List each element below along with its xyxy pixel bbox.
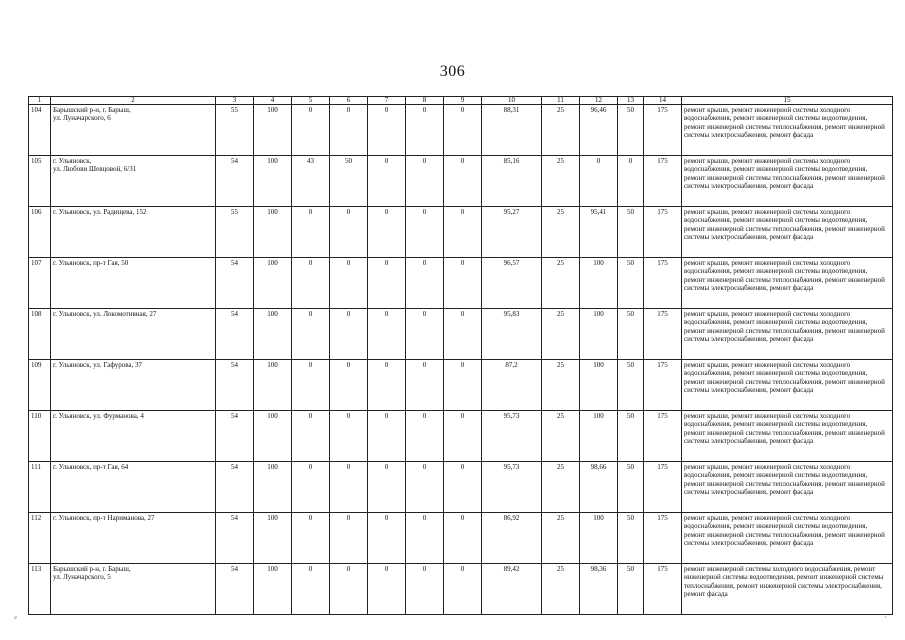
value-cell: 0 <box>406 156 444 207</box>
column-header: 3 <box>216 97 254 105</box>
value-cell: 0 <box>330 564 368 615</box>
value-cell: 175 <box>644 411 682 462</box>
table-row <box>29 462 893 513</box>
value-cell: 55 <box>216 207 254 258</box>
value-cell: 54 <box>216 360 254 411</box>
value-cell: 0 <box>368 360 406 411</box>
value-cell: 25 <box>542 156 580 207</box>
work-types-cell: ремонт крыши, ремонт инженерной системы холодного водоснабжения, ремонт инженерной системы водоотведения, ремонт инженерной системы теплоснабжения, ремонт инженерной системы электроснабжения, ремонт фасада <box>682 258 893 309</box>
value-cell: 0 <box>618 156 644 207</box>
value-cell: 100 <box>580 411 618 462</box>
work-types-cell: ремонт инженерной системы холодного водоснабжения, ремонт инженерной системы водоотведения, ремонт инженерной системы теплоснабжения, ремонт инженерной системы электроснабжения, ремонт фасада <box>682 564 893 615</box>
header-row <box>29 97 893 105</box>
scan-mark-left: ⸗ <box>14 612 17 622</box>
table-row <box>29 564 893 615</box>
value-cell: 0 <box>330 105 368 156</box>
value-cell: 55 <box>216 105 254 156</box>
value-cell: 0 <box>406 513 444 564</box>
value-cell: 0 <box>444 513 482 564</box>
value-cell: 95,27 <box>482 207 542 258</box>
repair-program-table <box>28 96 893 615</box>
value-cell: 100 <box>254 309 292 360</box>
value-cell: 175 <box>644 564 682 615</box>
work-types-cell: ремонт крыши, ремонт инженерной системы холодного водоснабжения, ремонт инженерной системы водоотведения, ремонт инженерной системы теплоснабжения, ремонт инженерной системы электроснабжения, ремонт фасада <box>682 462 893 513</box>
row-number-cell: 108 <box>29 309 51 360</box>
value-cell: 43 <box>292 156 330 207</box>
value-cell: 54 <box>216 513 254 564</box>
value-cell: 96,57 <box>482 258 542 309</box>
value-cell: 0 <box>406 258 444 309</box>
column-header: 10 <box>482 97 542 105</box>
value-cell: 54 <box>216 564 254 615</box>
value-cell: 100 <box>580 513 618 564</box>
row-number-cell: 109 <box>29 360 51 411</box>
value-cell: 0 <box>444 309 482 360</box>
value-cell: 98,36 <box>580 564 618 615</box>
value-cell: 0 <box>368 207 406 258</box>
value-cell: 95,73 <box>482 462 542 513</box>
column-header: 12 <box>580 97 618 105</box>
table-row <box>29 258 893 309</box>
value-cell: 95,41 <box>580 207 618 258</box>
value-cell: 85,16 <box>482 156 542 207</box>
column-header: 1 <box>29 97 51 105</box>
work-types-cell: ремонт крыши, ремонт инженерной системы холодного водоснабжения, ремонт инженерной системы водоотведения, ремонт инженерной системы теплоснабжения, ремонт инженерной системы электроснабжения, ремонт фасада <box>682 156 893 207</box>
value-cell: 25 <box>542 513 580 564</box>
value-cell: 50 <box>618 513 644 564</box>
column-header: 7 <box>368 97 406 105</box>
value-cell: 175 <box>644 360 682 411</box>
value-cell: 0 <box>406 207 444 258</box>
value-cell: 50 <box>618 105 644 156</box>
address-cell: Барышский р-н, г. Барыш, ул. Луначарского, 6 <box>51 105 216 156</box>
value-cell: 87,2 <box>482 360 542 411</box>
work-types-cell: ремонт крыши, ремонт инженерной системы холодного водоснабжения, ремонт инженерной системы водоотведения, ремонт инженерной системы теплоснабжения, ремонт инженерной системы электроснабжения, ремонт фасада <box>682 105 893 156</box>
value-cell: 0 <box>368 462 406 513</box>
value-cell: 88,31 <box>482 105 542 156</box>
row-number-cell: 113 <box>29 564 51 615</box>
value-cell: 0 <box>444 462 482 513</box>
value-cell: 0 <box>368 258 406 309</box>
value-cell: 0 <box>406 360 444 411</box>
value-cell: 0 <box>330 411 368 462</box>
value-cell: 100 <box>254 105 292 156</box>
table-row <box>29 309 893 360</box>
column-header: 4 <box>254 97 292 105</box>
scan-mark-right: · <box>884 612 887 622</box>
value-cell: 54 <box>216 258 254 309</box>
value-cell: 100 <box>254 513 292 564</box>
value-cell: 50 <box>618 207 644 258</box>
value-cell: 175 <box>644 309 682 360</box>
value-cell: 0 <box>406 462 444 513</box>
value-cell: 0 <box>292 411 330 462</box>
value-cell: 0 <box>444 258 482 309</box>
row-number-cell: 106 <box>29 207 51 258</box>
value-cell: 0 <box>292 309 330 360</box>
column-header: 6 <box>330 97 368 105</box>
value-cell: 100 <box>254 156 292 207</box>
value-cell: 25 <box>542 462 580 513</box>
column-header: 13 <box>618 97 644 105</box>
column-header: 8 <box>406 97 444 105</box>
row-number-cell: 111 <box>29 462 51 513</box>
value-cell: 100 <box>580 309 618 360</box>
value-cell: 100 <box>254 207 292 258</box>
table-row <box>29 513 893 564</box>
value-cell: 0 <box>368 411 406 462</box>
value-cell: 25 <box>542 360 580 411</box>
value-cell: 0 <box>292 462 330 513</box>
value-cell: 25 <box>542 411 580 462</box>
address-cell: г. Ульяновск, ул. Фурманова, 4 <box>51 411 216 462</box>
value-cell: 100 <box>580 360 618 411</box>
address-cell: г. Ульяновск, ул. Радищева, 152 <box>51 207 216 258</box>
row-number-cell: 104 <box>29 105 51 156</box>
table-row <box>29 156 893 207</box>
table-row <box>29 105 893 156</box>
value-cell: 100 <box>254 564 292 615</box>
value-cell: 0 <box>330 258 368 309</box>
value-cell: 25 <box>542 309 580 360</box>
address-cell: г. Ульяновск, ул. Локомотивная, 27 <box>51 309 216 360</box>
value-cell: 54 <box>216 462 254 513</box>
value-cell: 0 <box>292 207 330 258</box>
value-cell: 54 <box>216 411 254 462</box>
row-number-cell: 105 <box>29 156 51 207</box>
value-cell: 0 <box>292 360 330 411</box>
value-cell: 175 <box>644 156 682 207</box>
value-cell: 0 <box>330 309 368 360</box>
value-cell: 0 <box>330 360 368 411</box>
value-cell: 89,42 <box>482 564 542 615</box>
value-cell: 50 <box>618 258 644 309</box>
value-cell: 25 <box>542 564 580 615</box>
work-types-cell: ремонт крыши, ремонт инженерной системы холодного водоснабжения, ремонт инженерной системы водоотведения, ремонт инженерной системы теплоснабжения, ремонт инженерной системы электроснабжения, ремонт фасада <box>682 513 893 564</box>
value-cell: 0 <box>580 156 618 207</box>
value-cell: 175 <box>644 258 682 309</box>
value-cell: 0 <box>406 411 444 462</box>
value-cell: 0 <box>444 105 482 156</box>
work-types-cell: ремонт крыши, ремонт инженерной системы холодного водоснабжения, ремонт инженерной системы водоотведения, ремонт инженерной системы теплоснабжения, ремонт инженерной системы электроснабжения, ремонт фасада <box>682 360 893 411</box>
value-cell: 0 <box>330 513 368 564</box>
row-number-cell: 110 <box>29 411 51 462</box>
work-types-cell: ремонт крыши, ремонт инженерной системы холодного водоснабжения, ремонт инженерной системы водоотведения, ремонт инженерной системы теплоснабжения, ремонт инженерной системы электроснабжения, ремонт фасада <box>682 411 893 462</box>
row-number-cell: 112 <box>29 513 51 564</box>
address-cell: г. Ульяновск, пр-т Гая, 50 <box>51 258 216 309</box>
value-cell: 95,73 <box>482 411 542 462</box>
value-cell: 50 <box>330 156 368 207</box>
value-cell: 175 <box>644 513 682 564</box>
value-cell: 25 <box>542 258 580 309</box>
value-cell: 86,92 <box>482 513 542 564</box>
table-row <box>29 207 893 258</box>
address-cell: г. Ульяновск, ул. Любови Шевцовой, 6/31 <box>51 156 216 207</box>
value-cell: 175 <box>644 462 682 513</box>
value-cell: 0 <box>444 207 482 258</box>
value-cell: 175 <box>644 207 682 258</box>
value-cell: 100 <box>580 258 618 309</box>
value-cell: 0 <box>292 258 330 309</box>
value-cell: 50 <box>618 564 644 615</box>
value-cell: 0 <box>368 309 406 360</box>
value-cell: 100 <box>254 360 292 411</box>
value-cell: 0 <box>368 156 406 207</box>
address-cell: г. Ульяновск, пр-т Гая, 64 <box>51 462 216 513</box>
value-cell: 54 <box>216 309 254 360</box>
value-cell: 0 <box>368 564 406 615</box>
value-cell: 50 <box>618 360 644 411</box>
value-cell: 25 <box>542 207 580 258</box>
table-row <box>29 411 893 462</box>
value-cell: 0 <box>444 564 482 615</box>
address-cell: г. Ульяновск, ул. Гафурова, 37 <box>51 360 216 411</box>
value-cell: 0 <box>444 411 482 462</box>
value-cell: 50 <box>618 462 644 513</box>
column-header: 15 <box>682 97 893 105</box>
value-cell: 98,66 <box>580 462 618 513</box>
value-cell: 0 <box>406 309 444 360</box>
value-cell: 0 <box>368 105 406 156</box>
value-cell: 0 <box>292 105 330 156</box>
value-cell: 25 <box>542 105 580 156</box>
value-cell: 0 <box>292 564 330 615</box>
value-cell: 0 <box>330 207 368 258</box>
value-cell: 0 <box>444 360 482 411</box>
value-cell: 95,83 <box>482 309 542 360</box>
value-cell: 0 <box>368 513 406 564</box>
value-cell: 100 <box>254 462 292 513</box>
row-number-cell: 107 <box>29 258 51 309</box>
value-cell: 0 <box>444 156 482 207</box>
page-number: 306 <box>439 63 466 80</box>
work-types-cell: ремонт крыши, ремонт инженерной системы холодного водоснабжения, ремонт инженерной системы водоотведения, ремонт инженерной системы теплоснабжения, ремонт инженерной системы электроснабжения, ремонт фасада <box>682 309 893 360</box>
column-header: 2 <box>51 97 216 105</box>
value-cell: 0 <box>330 462 368 513</box>
value-cell: 54 <box>216 156 254 207</box>
value-cell: 50 <box>618 411 644 462</box>
address-cell: Барышский р-н, г. Барыш, ул. Луначарского, 5 <box>51 564 216 615</box>
value-cell: 0 <box>406 105 444 156</box>
value-cell: 0 <box>406 564 444 615</box>
address-cell: г. Ульяновск, пр-т Нариманова, 27 <box>51 513 216 564</box>
work-types-cell: ремонт крыши, ремонт инженерной системы холодного водоснабжения, ремонт инженерной системы водоотведения, ремонт инженерной системы теплоснабжения, ремонт инженерной системы электроснабжения, ремонт фасада <box>682 207 893 258</box>
value-cell: 96,46 <box>580 105 618 156</box>
table-row <box>29 360 893 411</box>
column-header: 5 <box>292 97 330 105</box>
table-body <box>29 97 893 615</box>
value-cell: 175 <box>644 105 682 156</box>
column-header: 11 <box>542 97 580 105</box>
value-cell: 50 <box>618 309 644 360</box>
column-header: 9 <box>444 97 482 105</box>
value-cell: 100 <box>254 411 292 462</box>
value-cell: 0 <box>292 513 330 564</box>
value-cell: 100 <box>254 258 292 309</box>
column-header: 14 <box>644 97 682 105</box>
